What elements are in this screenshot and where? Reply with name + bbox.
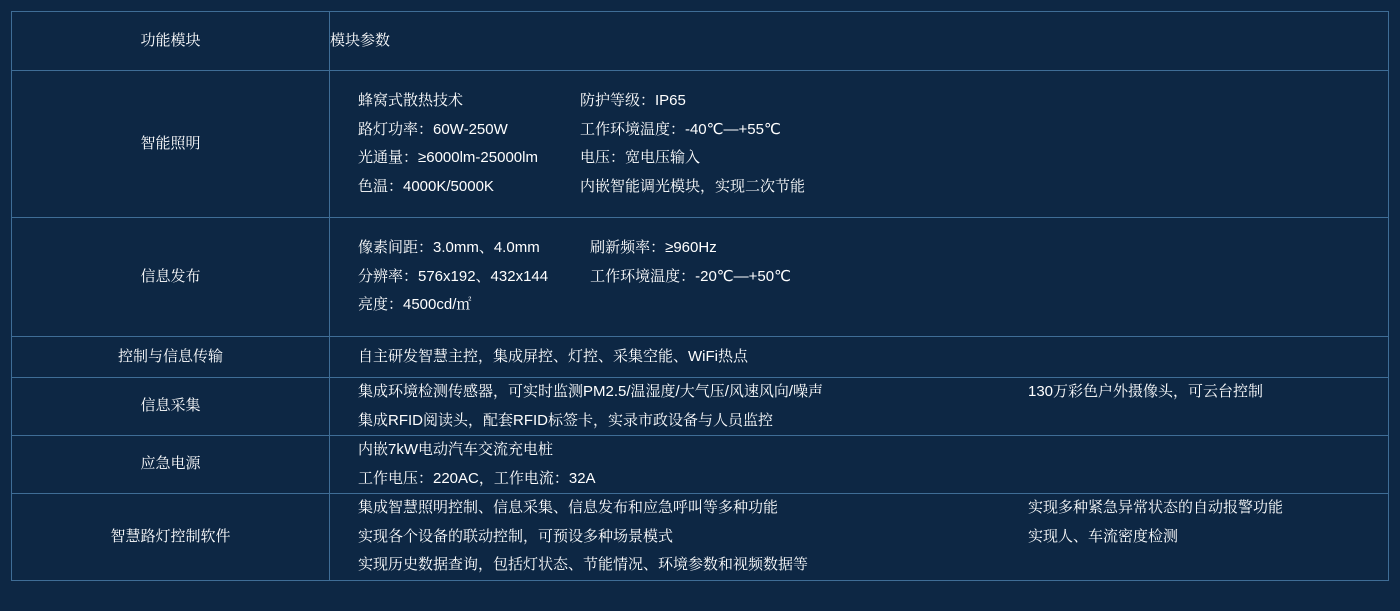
param-column-left bbox=[330, 378, 1018, 435]
param-line: 像素间距：3.0mm、4.0mm bbox=[358, 239, 540, 256]
param-column-right bbox=[548, 234, 1388, 291]
header-cell-module: 功能模块 bbox=[12, 12, 330, 71]
module-params-cell bbox=[330, 71, 1389, 218]
module-name-cell: 信息采集 bbox=[12, 378, 330, 436]
param-column-left bbox=[330, 234, 548, 320]
param-line: 亮度：4500cd/㎡ bbox=[358, 296, 472, 313]
param-line: 分辨率：576x192、432x144 bbox=[358, 267, 549, 285]
table-row bbox=[12, 378, 1389, 436]
module-params-cell bbox=[330, 436, 1389, 494]
param-line: 实现人、车流密度检测 bbox=[1028, 527, 1179, 545]
param-line: 色温：4000K/5000K bbox=[358, 177, 494, 195]
param-line: 实现各个设备的联动控制，可预设多种场景模式 bbox=[358, 527, 674, 545]
param-line: 防护等级：IP65 bbox=[579, 92, 686, 109]
module-params-cell bbox=[330, 378, 1389, 436]
param-column-right bbox=[1018, 378, 1388, 407]
table-row bbox=[12, 436, 1389, 494]
module-name-cell: 智能照明 bbox=[12, 71, 330, 218]
module-name-cell: 信息发布 bbox=[12, 218, 330, 337]
module-params-cell bbox=[330, 494, 1389, 581]
param-columns bbox=[330, 87, 1388, 201]
header-cell-params: 模块参数 bbox=[330, 12, 1389, 71]
table-row bbox=[12, 336, 1389, 378]
param-column-right bbox=[538, 87, 1388, 201]
param-columns bbox=[330, 234, 1388, 320]
param-line: 工作环境温度：-40℃—+55℃ bbox=[579, 120, 781, 138]
param-column-left bbox=[330, 494, 1018, 580]
param-line: 130万彩色户外摄像头，可云台控制 bbox=[1028, 383, 1264, 400]
module-name-cell: 控制与信息传输 bbox=[12, 336, 330, 378]
module-params-cell bbox=[330, 336, 1389, 378]
param-columns bbox=[330, 436, 1388, 493]
param-line: 电压：宽电压输入 bbox=[579, 149, 700, 166]
module-name-cell: 智慧路灯控制软件 bbox=[12, 494, 330, 581]
param-line: 自主研发智慧主控，集成屏控、灯控、采集空能、WiFi热点 bbox=[358, 347, 748, 365]
specification-table bbox=[11, 11, 1389, 581]
param-line: 路灯功率：60W-250W bbox=[358, 120, 508, 138]
table-row bbox=[12, 494, 1389, 581]
param-columns bbox=[330, 494, 1388, 580]
param-column-left bbox=[330, 436, 596, 493]
param-line: 内嵌7kW电动汽车交流充电桩 bbox=[358, 441, 554, 458]
module-name-cell: 应急电源 bbox=[12, 436, 330, 494]
param-column-right bbox=[1018, 494, 1388, 551]
param-line: 集成智慧照明控制、信息采集、信息发布和应急呼叫等多种功能 bbox=[358, 499, 779, 516]
param-line: 刷新频率：≥960Hz bbox=[590, 239, 717, 256]
param-line: 蜂窝式散热技术 bbox=[358, 92, 464, 109]
param-line: 实现历史数据查询，包括灯状态、节能情况、环境参数和视频数据等 bbox=[358, 556, 809, 573]
param-line: 集成环境检测传感器，可实时监测PM2.5/温湿度/大气压/风速风向/噪声 bbox=[358, 383, 824, 400]
param-line: 实现多种紧急异常状态的自动报警功能 bbox=[1028, 499, 1284, 516]
table-header-row bbox=[12, 12, 1389, 71]
module-params-cell bbox=[330, 218, 1389, 337]
table-row bbox=[12, 71, 1389, 218]
param-line: 工作电压：220AC，工作电流：32A bbox=[358, 469, 596, 487]
param-line: 光通量：≥6000lm-25000lm bbox=[358, 149, 538, 166]
table-row bbox=[12, 218, 1389, 337]
param-column-left bbox=[330, 87, 538, 201]
param-line: 工作环境温度：-20℃—+50℃ bbox=[590, 267, 791, 285]
param-line: 集成RFID阅读头，配套RFID标签卡，实录市政设备与人员监控 bbox=[358, 411, 773, 429]
param-line: 内嵌智能调光模块，实现二次节能 bbox=[579, 177, 805, 195]
param-columns bbox=[330, 378, 1388, 435]
